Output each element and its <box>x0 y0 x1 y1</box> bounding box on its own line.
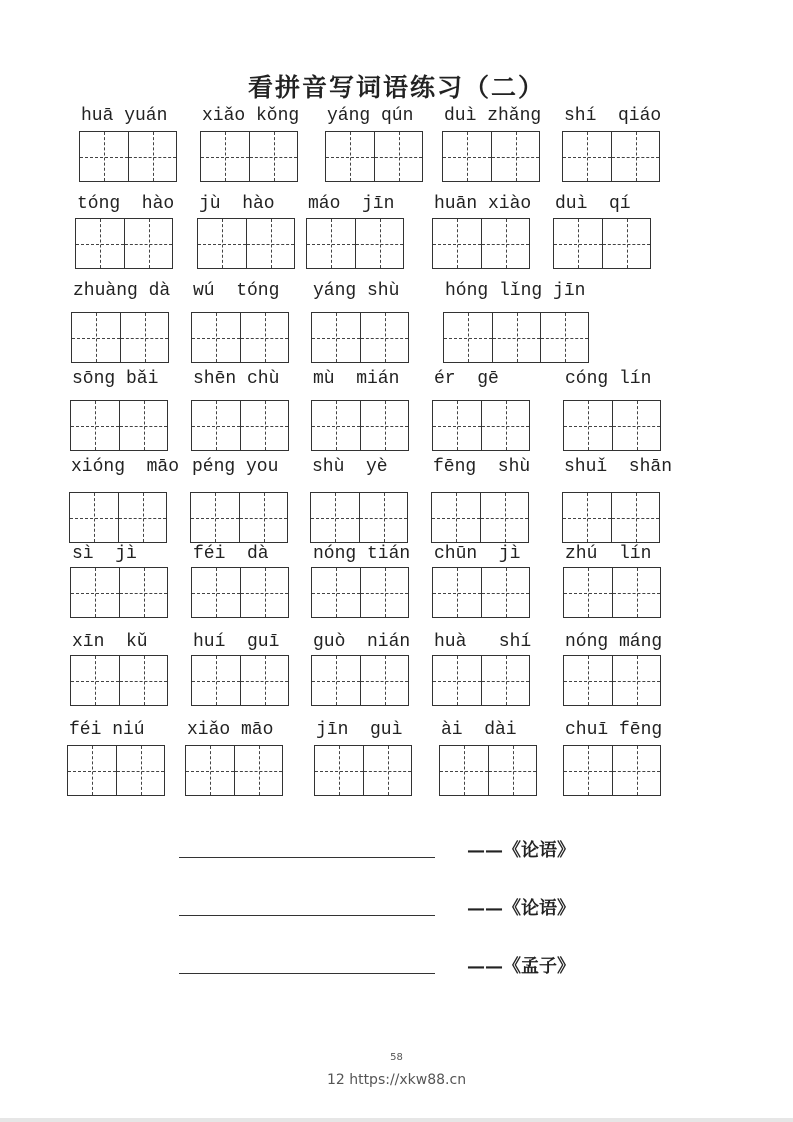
character-cell[interactable] <box>119 568 167 617</box>
pinyin-label: féi dà <box>193 544 269 564</box>
character-cell[interactable] <box>612 568 660 617</box>
writing-grid <box>70 655 168 706</box>
character-cell[interactable] <box>564 746 612 795</box>
character-cell[interactable] <box>433 219 481 268</box>
character-cell[interactable] <box>481 401 529 450</box>
character-cell[interactable] <box>239 493 287 542</box>
character-cell[interactable] <box>192 568 240 617</box>
pinyin-label: tóng hào <box>77 194 175 214</box>
character-cell[interactable] <box>563 493 611 542</box>
character-cell[interactable] <box>124 219 172 268</box>
pinyin-label: duì qí <box>555 194 631 214</box>
character-cell[interactable] <box>71 656 119 705</box>
writing-grid <box>191 400 289 451</box>
pinyin-label: yáng shù <box>313 281 400 301</box>
writing-grid <box>197 218 295 269</box>
character-cell[interactable] <box>192 656 240 705</box>
pinyin-label: huà shí <box>434 632 532 652</box>
writing-grid <box>310 492 408 543</box>
writing-grid <box>562 492 660 543</box>
writing-grid <box>311 567 409 618</box>
pinyin-label: ài dài <box>441 720 517 740</box>
quote-answer-line[interactable] <box>179 973 435 974</box>
character-cell[interactable] <box>433 568 481 617</box>
character-cell[interactable] <box>312 568 360 617</box>
pinyin-label: féi niú <box>69 720 145 740</box>
writing-grid <box>69 492 167 543</box>
character-cell[interactable] <box>76 219 124 268</box>
character-cell[interactable] <box>246 219 294 268</box>
character-cell[interactable] <box>440 746 488 795</box>
character-cell[interactable] <box>602 219 650 268</box>
writing-grid <box>185 745 283 796</box>
character-cell[interactable] <box>326 132 374 181</box>
pinyin-label: ér gē <box>434 369 499 389</box>
character-cell[interactable] <box>540 313 588 362</box>
pinyin-label: xiǎo māo <box>187 720 274 740</box>
character-cell[interactable] <box>80 132 128 181</box>
writing-grid <box>79 131 177 182</box>
character-cell[interactable] <box>198 219 246 268</box>
pinyin-label: huān xiào <box>434 194 532 214</box>
pinyin-label: huí guī <box>193 632 280 652</box>
writing-grid <box>563 567 661 618</box>
character-cell[interactable] <box>564 568 612 617</box>
character-cell[interactable] <box>481 568 529 617</box>
writing-grid <box>432 655 530 706</box>
pinyin-label: shù yè <box>312 457 388 477</box>
character-cell[interactable] <box>611 132 659 181</box>
character-cell[interactable] <box>554 219 602 268</box>
character-cell[interactable] <box>119 656 167 705</box>
character-cell[interactable] <box>249 132 297 181</box>
pinyin-label: jīn guì <box>316 720 403 740</box>
character-cell[interactable] <box>481 656 529 705</box>
character-cell[interactable] <box>360 568 408 617</box>
writing-grid <box>443 312 589 363</box>
character-cell[interactable] <box>355 219 403 268</box>
character-cell[interactable] <box>240 401 288 450</box>
pinyin-label: yáng qún <box>327 106 414 126</box>
character-cell[interactable] <box>128 132 176 181</box>
character-cell[interactable] <box>70 493 118 542</box>
character-cell[interactable] <box>488 746 536 795</box>
character-cell[interactable] <box>480 493 528 542</box>
pinyin-label: chūn jì <box>434 544 521 564</box>
character-cell[interactable] <box>444 313 492 362</box>
character-cell[interactable] <box>481 219 529 268</box>
pinyin-label: zhú lín <box>565 544 652 564</box>
character-cell[interactable] <box>432 493 480 542</box>
pinyin-label: shēn chù <box>193 369 280 389</box>
character-cell[interactable] <box>71 401 119 450</box>
writing-grid <box>563 745 661 796</box>
character-cell[interactable] <box>192 401 240 450</box>
pinyin-label: xīn kǔ <box>72 632 148 652</box>
character-cell[interactable] <box>191 493 239 542</box>
pinyin-label: shuǐ shān <box>564 457 673 477</box>
character-cell[interactable] <box>564 401 612 450</box>
page-title: 看拼音写词语练习（二） <box>247 73 545 102</box>
quote-source: ——《孟子》 <box>467 956 575 977</box>
character-cell[interactable] <box>612 401 660 450</box>
pinyin-label: mù mián <box>313 369 400 389</box>
writing-grid <box>306 218 404 269</box>
character-cell[interactable] <box>315 746 363 795</box>
page-number: 58 <box>390 1052 403 1063</box>
pinyin-label: xiǎo kǒng <box>202 106 300 126</box>
quote-source: ——《论语》 <box>467 840 575 861</box>
character-cell[interactable] <box>71 568 119 617</box>
character-cell[interactable] <box>118 493 166 542</box>
pinyin-label: guò nián <box>313 632 411 652</box>
quote-answer-line[interactable] <box>179 857 435 858</box>
writing-grid <box>432 218 530 269</box>
writing-grid <box>311 655 409 706</box>
writing-grid <box>311 312 409 363</box>
character-cell[interactable] <box>360 401 408 450</box>
character-cell[interactable] <box>116 746 164 795</box>
character-cell[interactable] <box>240 313 288 362</box>
pinyin-label: duì zhǎng <box>444 106 542 126</box>
writing-grid <box>432 567 530 618</box>
bottom-bar <box>0 1118 793 1122</box>
character-cell[interactable] <box>612 656 660 705</box>
pinyin-label: wú tóng <box>193 281 280 301</box>
writing-grid <box>325 131 423 182</box>
character-cell[interactable] <box>564 656 612 705</box>
character-cell[interactable] <box>491 132 539 181</box>
pinyin-label: chuī fēng <box>565 720 663 740</box>
pinyin-label: huā yuán <box>81 106 168 126</box>
character-cell[interactable] <box>360 313 408 362</box>
writing-grid <box>553 218 651 269</box>
character-cell[interactable] <box>240 568 288 617</box>
pinyin-label: sōng bǎi <box>72 369 159 389</box>
character-cell[interactable] <box>312 401 360 450</box>
pinyin-label: cóng lín <box>565 369 652 389</box>
character-cell[interactable] <box>312 656 360 705</box>
footer-watermark: 12 https://xkw88.cn <box>326 1072 467 1088</box>
writing-grid <box>432 400 530 451</box>
character-cell[interactable] <box>240 656 288 705</box>
character-cell[interactable] <box>359 493 407 542</box>
writing-grid <box>442 131 540 182</box>
pinyin-label: shí qiáo <box>564 106 662 126</box>
character-cell[interactable] <box>612 746 660 795</box>
pinyin-label: fēng shù <box>433 457 531 477</box>
pinyin-label: péng you <box>192 457 279 477</box>
pinyin-label: xióng māo <box>71 457 180 477</box>
character-cell[interactable] <box>433 656 481 705</box>
writing-grid <box>75 218 173 269</box>
character-cell[interactable] <box>68 746 116 795</box>
character-cell[interactable] <box>201 132 249 181</box>
writing-grid <box>311 400 409 451</box>
character-cell[interactable] <box>311 493 359 542</box>
character-cell[interactable] <box>72 313 120 362</box>
pinyin-label: nóng tián <box>313 544 411 564</box>
writing-grid <box>191 655 289 706</box>
pinyin-label: máo jīn <box>308 194 395 214</box>
pinyin-label: sì jì <box>72 544 137 564</box>
writing-grid <box>563 655 661 706</box>
writing-grid <box>191 312 289 363</box>
pinyin-label: nóng máng <box>565 632 663 652</box>
character-cell[interactable] <box>611 493 659 542</box>
pinyin-label: jù hào <box>199 194 275 214</box>
writing-grid <box>200 131 298 182</box>
writing-grid <box>70 567 168 618</box>
character-cell[interactable] <box>120 313 168 362</box>
character-cell[interactable] <box>433 401 481 450</box>
character-cell[interactable] <box>443 132 491 181</box>
quote-source: ——《论语》 <box>467 898 575 919</box>
character-cell[interactable] <box>234 746 282 795</box>
writing-grid <box>67 745 165 796</box>
pinyin-label: zhuàng dà <box>73 281 171 301</box>
pinyin-label: hóng lǐng jīn <box>445 281 586 301</box>
character-cell[interactable] <box>307 219 355 268</box>
writing-grid <box>191 567 289 618</box>
character-cell[interactable] <box>563 132 611 181</box>
character-cell[interactable] <box>492 313 540 362</box>
quote-answer-line[interactable] <box>179 915 435 916</box>
character-cell[interactable] <box>119 401 167 450</box>
character-cell[interactable] <box>312 313 360 362</box>
character-cell[interactable] <box>186 746 234 795</box>
character-cell[interactable] <box>360 656 408 705</box>
writing-grid <box>562 131 660 182</box>
writing-grid <box>431 492 529 543</box>
character-cell[interactable] <box>374 132 422 181</box>
writing-grid <box>190 492 288 543</box>
writing-grid <box>439 745 537 796</box>
writing-grid <box>563 400 661 451</box>
writing-grid <box>71 312 169 363</box>
writing-grid <box>70 400 168 451</box>
character-cell[interactable] <box>192 313 240 362</box>
character-cell[interactable] <box>363 746 411 795</box>
writing-grid <box>314 745 412 796</box>
